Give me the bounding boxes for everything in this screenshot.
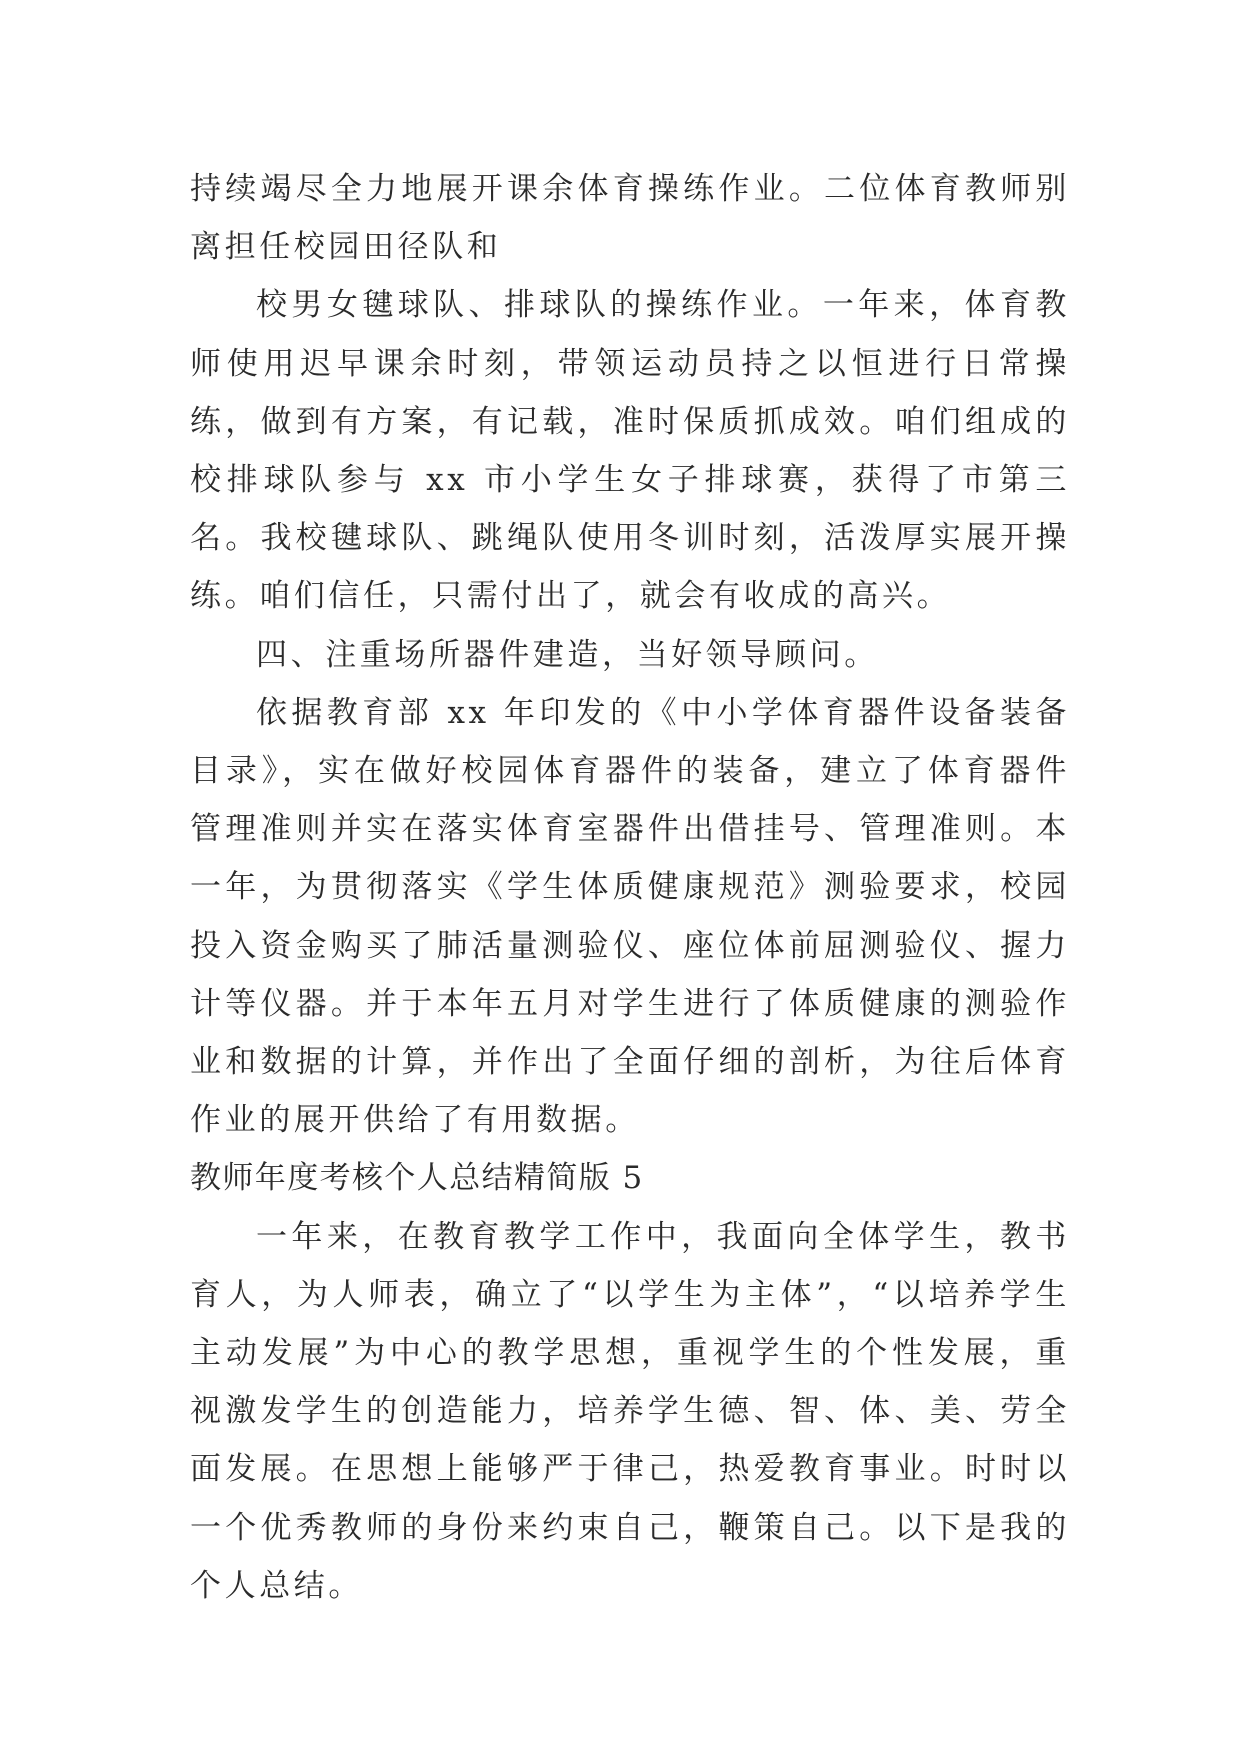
paragraph-4: 一年来，在教育教学工作中，我面向全体学生，教书育人，为人师表，确立了“以学生为主体”，“以培养学生主动发展”为中心的教学思想，重视学生的个性发展，重视激发学生的创造能力，培养学生德、智、体、美、劳全面发展。在思想上能够严于律己，热爱教育事业。时时以一个优秀教师的身份来约束自己，鞭策自己。以下是我的个人总结。 — [190, 1218, 1070, 1604]
article-title: 教师年度考核个人总结精简版 5 — [190, 1160, 644, 1197]
paragraph-1: 持续竭尽全力地展开课余体育操练作业。二位体育教师别离担任校园田径队和 — [190, 171, 1070, 266]
paragraph-2: 校男女毽球队、排球队的操练作业。一年来，体育教师使用迟早课余时刻，带领运动员持之以恒进行日常操练，做到有方案，有记载，准时保质抓成效。咱们组成的校排球队参与 xx 市小学生女子排球赛，获得了市第三名。我校毽球队、跳绳队使用冬训时刻，活泼厚实展开操练。咱们信任，只需付出了，就会有收成的高兴。 — [190, 287, 1070, 615]
section-heading-four: 四、注重场所器件建造，当好领导顾问。 — [256, 636, 879, 673]
document-body — [190, 160, 1070, 1615]
paragraph-3: 依据教育部 xx 年印发的《中小学体育器件设备装备目录》，实在做好校园体育器件的装备，建立了体育器件管理准则并实在落实体育室器件出借挂号、管理准则。本一年，为贯彻落实《学生体质健康规范》测验要求，校园投入资金购买了肺活量测验仪、座位体前屈测验仪、握力计等仪器。并于本年五月对学生进行了体质健康的测验作业和数据的计算，并作出了全面仔细的剖析，为往后体育作业的展开供给了有用数据。 — [190, 694, 1070, 1139]
